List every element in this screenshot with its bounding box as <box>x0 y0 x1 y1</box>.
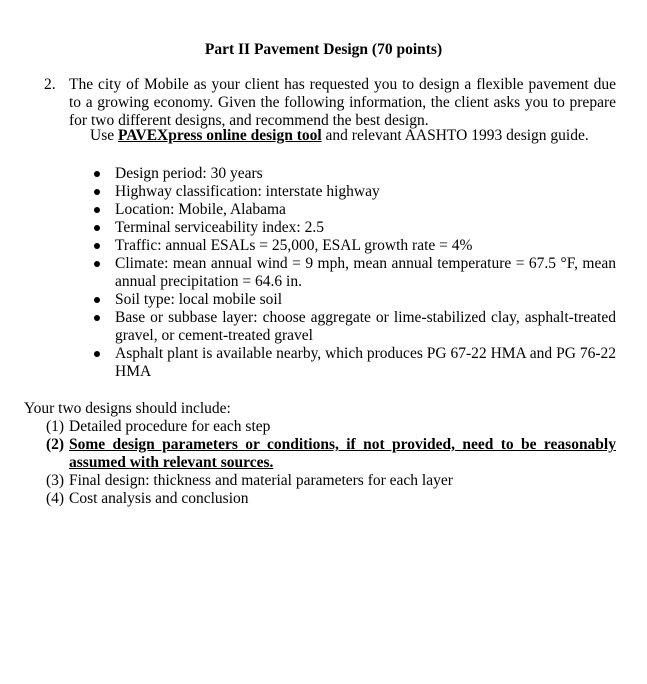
item-number: (3) <box>46 472 65 489</box>
item-text: Cost analysis and conclusion <box>69 490 249 507</box>
list-item <box>24 490 616 508</box>
requirements-list <box>24 418 616 508</box>
list-item <box>24 418 616 436</box>
list-item: Soil type: local mobile soil <box>90 291 616 309</box>
list-item: Asphalt plant is available nearby, which produces PG 67-22 HMA and PG 76-22 HMA <box>90 345 616 381</box>
list-item: Terminal serviceability index: 2.5 <box>90 219 616 237</box>
list-item: Location: Mobile, Alabama <box>90 201 616 219</box>
list-item: Design period: 30 years <box>90 165 616 183</box>
item-number: (2) <box>46 436 65 453</box>
list-item: Base or subbase layer: choose aggregate or lime-stabilized clay, asphalt-treated gravel, or cement-treated gravel <box>90 309 616 345</box>
question-number: 2. <box>44 76 56 93</box>
item-number: (1) <box>46 418 65 435</box>
tool-name-link: PAVEXpress online design tool <box>117 127 322 144</box>
tool-suffix: and relevant AASHTO 1993 design guide. <box>325 127 589 144</box>
list-item: Traffic: annual ESALs = 25,000, ESAL growth rate = 4% <box>90 237 616 255</box>
tool-instruction <box>90 127 630 145</box>
list-item <box>24 436 616 472</box>
item-text: Some design parameters or conditions, if not provided, need to be reasonably assumed with relevant sources. <box>69 436 616 471</box>
item-number: (4) <box>46 490 65 507</box>
list-item: Highway classification: interstate highway <box>90 183 616 201</box>
item-text: Detailed procedure for each step <box>69 418 271 435</box>
list-item <box>24 472 616 490</box>
section-title: Part II Pavement Design (70 points) <box>204 41 443 58</box>
given-info-list <box>90 165 616 381</box>
designs-intro: Your two designs should include: <box>24 400 231 417</box>
tool-prefix: Use <box>90 127 115 144</box>
list-item: Climate: mean annual wind = 9 mph, mean annual temperature = 67.5 °F, mean annual precipitation = 64.6 in. <box>90 255 616 291</box>
design-requirements <box>24 400 616 508</box>
item-text: Final design: thickness and material parameters for each layer <box>69 472 453 489</box>
question-text: The city of Mobile as your client has requested you to design a flexible pavement due to a growing economy. Given the following information, the client asks you to prepare for two different designs, and recommend the best design. <box>69 76 616 129</box>
